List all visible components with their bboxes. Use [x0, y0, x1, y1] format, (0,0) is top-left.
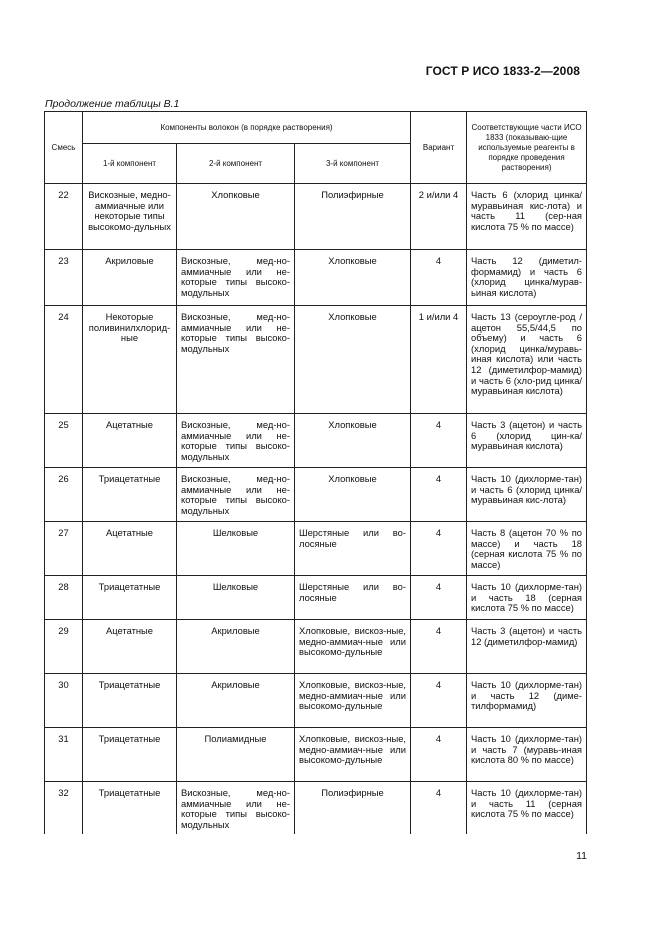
- cell-comp1: Ацетатные: [83, 620, 177, 674]
- cell-comp1: Триацетатные: [83, 674, 177, 728]
- header-parts: Соответствующие части ИСО 1833 (показываю-щие используемые реагенты в порядке проведения растворения): [467, 112, 587, 184]
- cell-variant: 2 и/или 4: [411, 184, 467, 250]
- cell-mix: 29: [45, 620, 83, 674]
- cell-variant: 1 и/или 4: [411, 306, 467, 414]
- cell-mix: 23: [45, 250, 83, 306]
- cell-parts: Часть 10 (дихлорме-тан) и часть 6 (хлорид цинка/муравьиная кис-лота): [467, 468, 587, 522]
- header-variant: Вариант: [411, 112, 467, 184]
- cell-comp1: Триацетатные: [83, 468, 177, 522]
- cell-comp1: Некоторые поливинилхлорид-ные: [83, 306, 177, 414]
- cell-variant: 4: [411, 674, 467, 728]
- cell-variant: 4: [411, 414, 467, 468]
- table-row: [45, 468, 587, 522]
- cell-mix: 32: [45, 782, 83, 835]
- fiber-mixture-table: [44, 111, 587, 834]
- cell-parts: Часть 8 (ацетон 70 % по массе) и часть 18 (серная кислота 75 % по массе): [467, 522, 587, 576]
- table-row: [45, 674, 587, 728]
- cell-comp2: Вискозные, мед-но-аммиачные или не-которые типы высоко-модульных: [177, 250, 295, 306]
- cell-comp2: Акриловые: [177, 620, 295, 674]
- cell-comp3: Хлопковые: [295, 250, 411, 306]
- cell-comp2: Вискозные, мед-но-аммиачные или не-которые типы высоко-модульных: [177, 306, 295, 414]
- cell-comp1: Триацетатные: [83, 576, 177, 620]
- document-header: ГОСТ Р ИСО 1833-2—2008: [425, 64, 580, 78]
- cell-parts: Часть 10 (дихлорме-тан) и часть 7 (муравь-иная кислота 80 % по массе): [467, 728, 587, 782]
- page-number: 11: [576, 850, 587, 862]
- cell-mix: 28: [45, 576, 83, 620]
- cell-comp2: Вискозные, мед-но-аммиачные или не-которые типы высоко-модульных: [177, 782, 295, 835]
- table-row: [45, 522, 587, 576]
- table-row: [45, 576, 587, 620]
- cell-variant: 4: [411, 728, 467, 782]
- cell-comp3: Хлопковые, вискоз-ные, медно-аммиач-ные или высокомо-дульные: [295, 620, 411, 674]
- table-row: [45, 728, 587, 782]
- table-row: [45, 782, 587, 835]
- cell-comp2: Акриловые: [177, 674, 295, 728]
- cell-variant: 4: [411, 468, 467, 522]
- header-comp1: 1-й компонент: [83, 144, 177, 184]
- table-row: [45, 414, 587, 468]
- cell-mix: 24: [45, 306, 83, 414]
- cell-comp1: Ацетатные: [83, 414, 177, 468]
- header-mix: Смесь: [45, 112, 83, 184]
- cell-variant: 4: [411, 576, 467, 620]
- table-row: [45, 620, 587, 674]
- cell-comp3: Хлопковые: [295, 306, 411, 414]
- cell-comp1: Триацетатные: [83, 728, 177, 782]
- cell-comp3: Полиэфирные: [295, 184, 411, 250]
- cell-mix: 26: [45, 468, 83, 522]
- cell-comp3: Шерстяные или во-лосяные: [295, 576, 411, 620]
- cell-comp2: Полиамидные: [177, 728, 295, 782]
- cell-mix: 22: [45, 184, 83, 250]
- cell-parts: Часть 3 (ацетон) и часть 12 (диметилфор-мамид): [467, 620, 587, 674]
- cell-comp2: Вискозные, мед-но-аммиачные или не-которые типы высоко-модульных: [177, 414, 295, 468]
- cell-comp3: Хлопковые: [295, 414, 411, 468]
- cell-variant: 4: [411, 620, 467, 674]
- table-row: [45, 184, 587, 250]
- table-caption: Продолжение таблицы В.1: [45, 98, 180, 110]
- cell-comp3: Хлопковые: [295, 468, 411, 522]
- cell-comp1: Триацетатные: [83, 782, 177, 835]
- cell-comp2: Шелковые: [177, 576, 295, 620]
- cell-comp2: Шелковые: [177, 522, 295, 576]
- cell-comp3: Хлопковые, вискоз-ные, медно-аммиач-ные или высокомо-дульные: [295, 674, 411, 728]
- table-row: [45, 250, 587, 306]
- cell-parts: Часть 13 (сероугле-род /ацетон 55,5/44,5 по объему) и часть 6 (хлорид цинка/муравь-иная кислота) или часть 12 (диметилфор-мамид) и часть 6 (хло-рид цинка/муравьиная кислота): [467, 306, 587, 414]
- cell-comp1: Вискозные, медно-аммиачные или некоторые типы высокомо-дульных: [83, 184, 177, 250]
- cell-comp3: Полиэфирные: [295, 782, 411, 835]
- cell-mix: 25: [45, 414, 83, 468]
- cell-mix: 30: [45, 674, 83, 728]
- cell-parts: Часть 10 (дихлорме-тан) и часть 11 (серная кислота 75 % по массе): [467, 782, 587, 835]
- cell-mix: 27: [45, 522, 83, 576]
- cell-comp2: Хлопковые: [177, 184, 295, 250]
- cell-variant: 4: [411, 522, 467, 576]
- table-row: [45, 306, 587, 414]
- cell-comp1: Акриловые: [83, 250, 177, 306]
- cell-variant: 4: [411, 782, 467, 835]
- cell-variant: 4: [411, 250, 467, 306]
- cell-parts: Часть 10 (дихлорме-тан) и часть 18 (серная кислота 75 % по массе): [467, 576, 587, 620]
- header-components: Компоненты волокон (в порядке растворения): [83, 112, 411, 144]
- cell-parts: Часть 6 (хлорид цинка/муравьиная кис-лота) и часть 11 (сер-ная кислота 75 % по массе): [467, 184, 587, 250]
- cell-comp3: Хлопковые, вискоз-ные, медно-аммиач-ные или высокомо-дульные: [295, 728, 411, 782]
- cell-comp2: Вискозные, мед-но-аммиачные или не-которые типы высоко-модульных: [177, 468, 295, 522]
- cell-comp3: Шерстяные или во-лосяные: [295, 522, 411, 576]
- cell-parts: Часть 12 (диметил-формамид) и часть 6 (хлорид цинка/мурав-ьиная кислота): [467, 250, 587, 306]
- cell-mix: 31: [45, 728, 83, 782]
- header-comp2: 2-й компонент: [177, 144, 295, 184]
- cell-parts: Часть 10 (дихлорме-тан) и часть 12 (диме-тилформамид): [467, 674, 587, 728]
- cell-comp1: Ацетатные: [83, 522, 177, 576]
- header-comp3: 3-й компонент: [295, 144, 411, 184]
- cell-parts: Часть 3 (ацетон) и часть 6 (хлорид цин-ка/муравьиная кислота): [467, 414, 587, 468]
